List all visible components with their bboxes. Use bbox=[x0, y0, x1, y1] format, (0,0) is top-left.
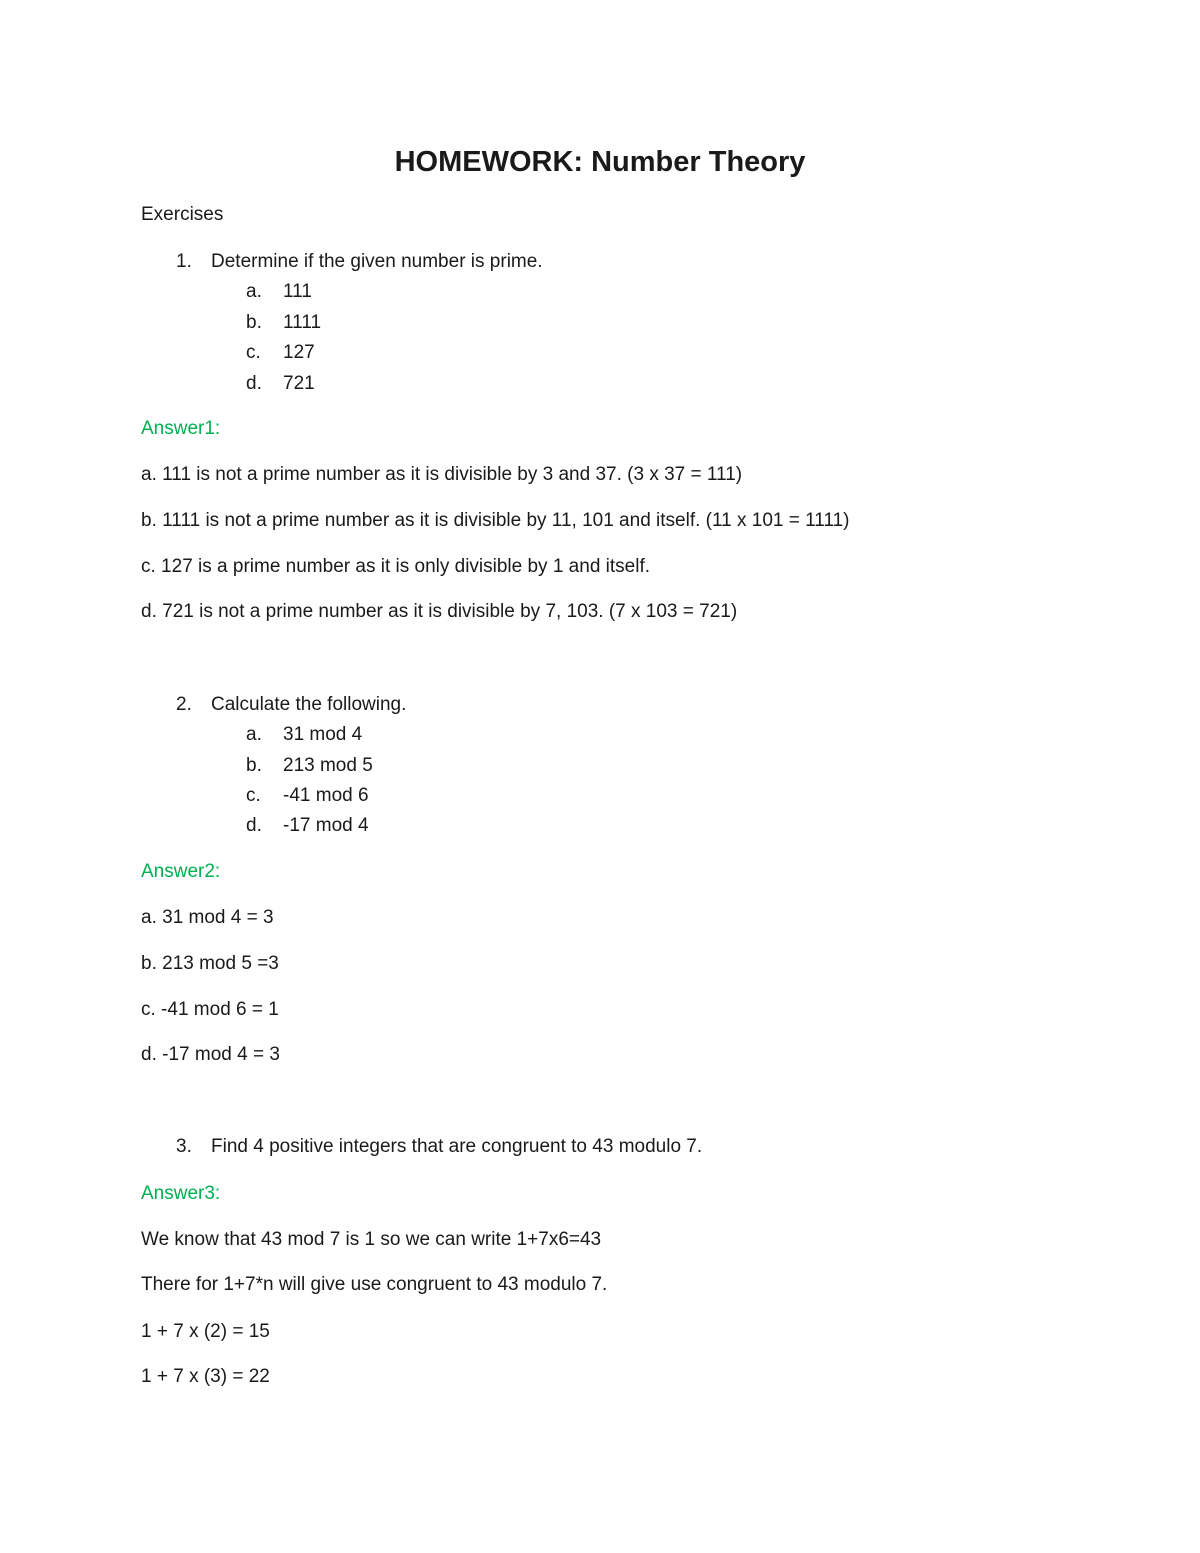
q2-item-label: d. bbox=[246, 815, 262, 836]
question-2-number: 2. bbox=[176, 694, 192, 715]
question-3-number: 3. bbox=[176, 1136, 192, 1157]
q1-item-label: b. bbox=[246, 312, 262, 333]
q1-item-text: 721 bbox=[283, 373, 315, 394]
answer-1-line: b. 1111 is not a prime number as it is divisible by 11, 101 and itself. (11 x 101 = 1111) bbox=[141, 510, 850, 531]
answer-1-line: a. 111 is not a prime number as it is divisible by 3 and 37. (3 x 37 = 111) bbox=[141, 464, 743, 485]
answer-3-heading: Answer3: bbox=[141, 1183, 221, 1204]
q2-item-label: c. bbox=[246, 785, 261, 806]
question-2-text: Calculate the following. bbox=[211, 694, 407, 715]
q1-item-label: c. bbox=[246, 342, 261, 363]
q1-item-text: 127 bbox=[283, 342, 315, 363]
answer-2-line: c. -41 mod 6 = 1 bbox=[141, 999, 279, 1020]
answer-2-line: d. -17 mod 4 = 3 bbox=[141, 1044, 280, 1065]
q1-item-label: a. bbox=[246, 281, 262, 302]
question-1-number: 1. bbox=[176, 251, 192, 272]
q1-item-text: 1111 bbox=[283, 312, 322, 333]
q1-item-label: d. bbox=[246, 373, 262, 394]
exercises-heading: Exercises bbox=[141, 204, 224, 225]
q2-item-text: 31 mod 4 bbox=[283, 724, 363, 745]
answer-3-line: We know that 43 mod 7 is 1 so we can write 1+7x6=43 bbox=[141, 1229, 602, 1250]
answer-1-heading: Answer1: bbox=[141, 418, 221, 439]
q1-item-text: 111 bbox=[283, 281, 312, 302]
answer-2-line: a. 31 mod 4 = 3 bbox=[141, 907, 274, 928]
answer-1-line: d. 721 is not a prime number as it is divisible by 7, 103. (7 x 103 = 721) bbox=[141, 601, 738, 622]
q2-item-text: -17 mod 4 bbox=[283, 815, 369, 836]
answer-1-line: c. 127 is a prime number as it is only divisible by 1 and itself. bbox=[141, 556, 651, 577]
q2-item-text: -41 mod 6 bbox=[283, 785, 369, 806]
question-1-text: Determine if the given number is prime. bbox=[211, 251, 543, 272]
answer-2-heading: Answer2: bbox=[141, 861, 221, 882]
page-title: HOMEWORK: Number Theory bbox=[394, 146, 806, 178]
answer-2-line: b. 213 mod 5 =3 bbox=[141, 953, 279, 974]
q2-item-label: a. bbox=[246, 724, 262, 745]
q2-item-label: b. bbox=[246, 755, 262, 776]
answer-3-line: 1 + 7 x (2) = 15 bbox=[141, 1321, 270, 1342]
answer-3-line: There for 1+7*n will give use congruent to 43 modulo 7. bbox=[141, 1274, 608, 1295]
q2-item-text: 213 mod 5 bbox=[283, 755, 373, 776]
answer-3-line: 1 + 7 x (3) = 22 bbox=[141, 1366, 270, 1387]
question-3-text: Find 4 positive integers that are congruent to 43 modulo 7. bbox=[211, 1136, 703, 1157]
